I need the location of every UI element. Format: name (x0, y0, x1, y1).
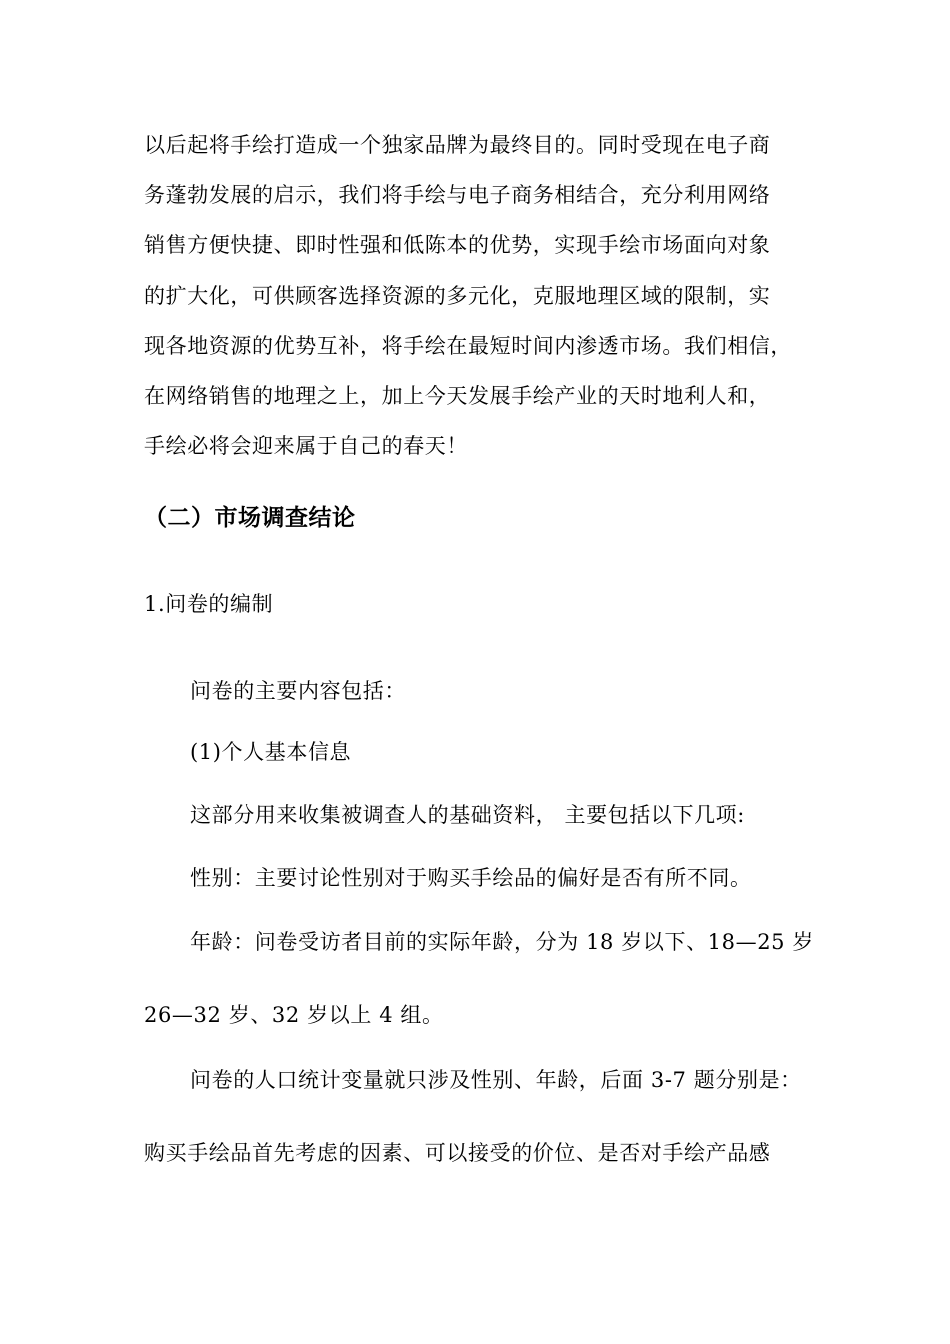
subsection-title: 1.问卷的编制 (144, 592, 274, 616)
item-1-title: (1)个人基本信息 (190, 740, 352, 764)
demographics-description: 问卷的人口统计变量就只涉及性别、年龄，后面 3-7 题分别是： (190, 1068, 802, 1092)
paragraph-line: 以后起将手绘打造成一个独家品牌为最终目的。同时受现在电子商 (144, 133, 771, 157)
main-content-intro: 问卷的主要内容包括： (190, 679, 406, 703)
item-1-description: 这部分用来收集被调查人的基础资料， 主要包括以下几项: (190, 803, 745, 827)
paragraph-line: 手绘必将会迎来属于自己的春天！ (144, 434, 468, 458)
gender-description: 性别：主要讨论性别对于购买手绘品的偏好是否有所不同。 (190, 866, 752, 890)
section-heading: （二）市场调查结论 (144, 505, 356, 531)
paragraph-line: 在网络销售的地理之上，加上今天发展手绘产业的天时地利人和， (144, 384, 771, 408)
age-description-continued: 26—32 岁、32 岁以上 4 组。 (144, 1003, 444, 1027)
paragraph-line: 务蓬勃发展的启示，我们将手绘与电子商务相结合，充分利用网络 (144, 183, 771, 207)
demographics-description-continued: 购买手绘品首先考虑的因素、可以接受的价位、是否对手绘产品感 (144, 1141, 771, 1165)
paragraph-line: 现各地资源的优势互补，将手绘在最短时间内渗透市场。我们相信， (144, 334, 792, 358)
paragraph-line: 的扩大化，可供顾客选择资源的多元化，克服地理区域的限制，实 (144, 284, 771, 308)
age-description: 年龄：问卷受访者目前的实际年龄，分为 18 岁以下、18—25 岁 (190, 930, 814, 954)
paragraph-line: 销售方便快捷、即时性强和低陈本的优势，实现手绘市场面向对象 (144, 233, 771, 257)
